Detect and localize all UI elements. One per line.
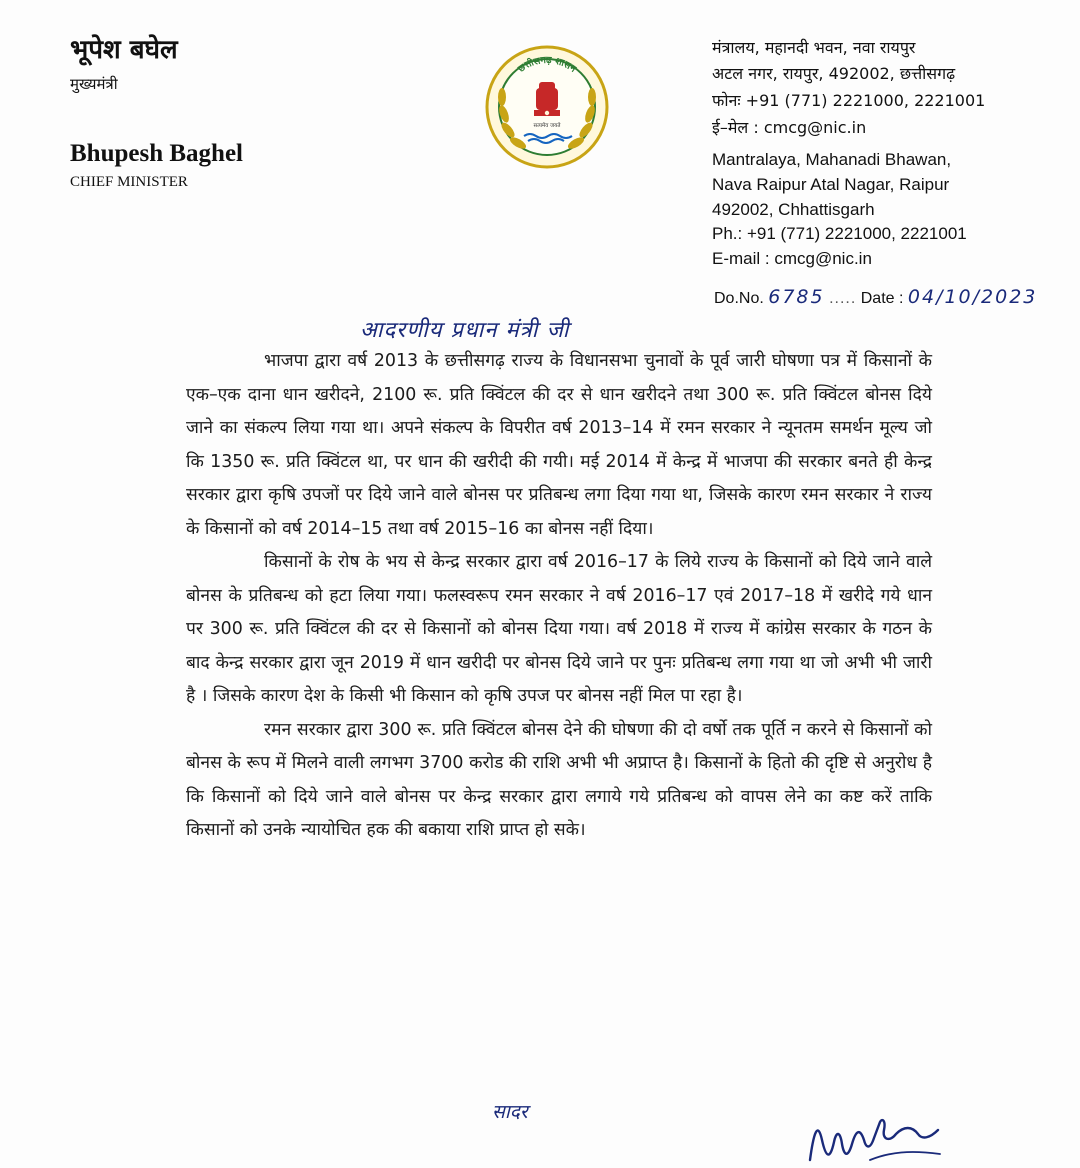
address-hindi-line-2: अटल नगर, रायपुर, 492002, छत्तीसगढ़ <box>712 64 956 83</box>
sender-designation-english: CHIEF MINISTER <box>70 174 188 190</box>
address-english-line-3: 492002, Chhattisgarh <box>712 200 875 219</box>
emblem-motto: सत्यमेव जयते <box>533 123 561 129</box>
dono-value: 6785 <box>768 286 825 308</box>
sender-name-english: Bhupesh Baghel <box>70 140 243 167</box>
address-hindi-line-1: मंत्रालय, महानदी भवन, नवा रायपुर <box>712 38 916 57</box>
date-label: Date : <box>860 290 904 307</box>
dono-dots: ..... <box>829 290 857 307</box>
body-paragraph-2: किसानों के रोष के भय से केन्द्र सरकार द्वारा वर्ष 2016–17 के लिये राज्य के किसानों को दिये जाने वाले बोनस के प्रतिबन्ध को हटा लिया गया। फलस्वरूप रमन सरकार ने वर्ष 2016–17 एवं 2017–18 में खरीदे गये धान पर 300 रू. प्रति क्विंटल की दर से किसानों को बोनस दिया गया। वर्ष 2018 में राज्य में कांग्रेस सरकार के गठन के बाद केन्द्र सरकार द्वारा जून 2019 में धान खरीदी पर बोनस दिये जाने पर पुनः प्रतिबन्ध लगा गया था जो अभी भी जारी है । जिसके कारण देश के किसी भी किसान को कृषि उपज पर बोनस नहीं मिल पा रहा है। <box>186 552 932 706</box>
sender-name-hindi: भूपेश बघेल <box>70 35 178 65</box>
dono-label: Do.No. <box>714 290 764 307</box>
address-english-line-2: Nava Raipur Atal Nagar, Raipur <box>712 175 950 194</box>
signature-icon <box>800 1100 950 1168</box>
handwritten-closing: सादर <box>492 1101 528 1123</box>
address-english-email: E-mail : cmcg@nic.in <box>712 249 872 268</box>
date-value: 04/10/2023 <box>907 286 1038 308</box>
address-english-phone: Ph.: +91 (771) 2221000, 2221001 <box>712 224 967 243</box>
sender-designation-hindi: मुख्यमंत्री <box>70 75 118 93</box>
reference-line <box>714 286 1037 308</box>
address-hindi-email: ई–मेल : cmcg@nic.in <box>712 118 867 137</box>
body-paragraph-3: रमन सरकार द्वारा 300 रू. प्रति क्विंटल बोनस देने की घोषणा की दो वर्षो तक पूर्ति न करने से किसानों को बोनस के रूप में मिलने वाली लगभग 3700 करोड की राशि अभी भी अप्राप्त है। किसानों के हितो की दृष्टि से अनुरोध है कि किसानों को दिये जाने वाले बोनस पर केन्द्र सरकार द्वारा लगाये गये प्रतिबन्ध को वापस लेने का कष्ट करें ताकि किसानों को उनके न्यायोचित हक की बकाया राशि प्राप्त हो सके। <box>186 719 932 840</box>
emblem-top-text: छत्तीसगढ़ शासन <box>516 54 578 75</box>
letter-body <box>186 345 932 848</box>
address-english-line-1: Mantralaya, Mahanadi Bhawan, <box>712 150 952 169</box>
address-hindi-phone: फोनः +91 (771) 2221000, 2221001 <box>712 91 986 110</box>
body-paragraph-1: भाजपा द्वारा वर्ष 2013 के छत्तीसगढ़ राज्य के विधानसभा चुनावों के पूर्व जारी घोषणा पत्र में किसानों के एक–एक दाना धान खरीदने, 2100 रू. प्रति क्विंटल की दर से धान खरीदने तथा 300 रू. प्रति क्विंटल बोनस दिये जाने का संकल्प लिया गया था। अपने संकल्प के विपरीत वर्ष 2013–14 में रमन सरकार ने न्यूनतम समर्थन मूल्य जो कि 1350 रू. प्रति क्विंटल था, पर धान की खरीदी की गयी। मई 2014 में केन्द्र में भाजपा की सरकार बनते ही केन्द्र सरकार द्वारा कृषि उपजों पर दिये जाने वाले बोनस पर प्रतिबन्ध लगा दिया गया था, जिसके कारण रमन सरकार ने राज्य के किसानों को वर्ष 2014–15 तथा वर्ष 2015–16 का बोनस नहीं दिया। <box>186 351 932 539</box>
handwritten-salutation: आदरणीय प्रधान मंत्री जी <box>360 318 570 343</box>
chhattisgarh-emblem-icon <box>484 44 610 170</box>
